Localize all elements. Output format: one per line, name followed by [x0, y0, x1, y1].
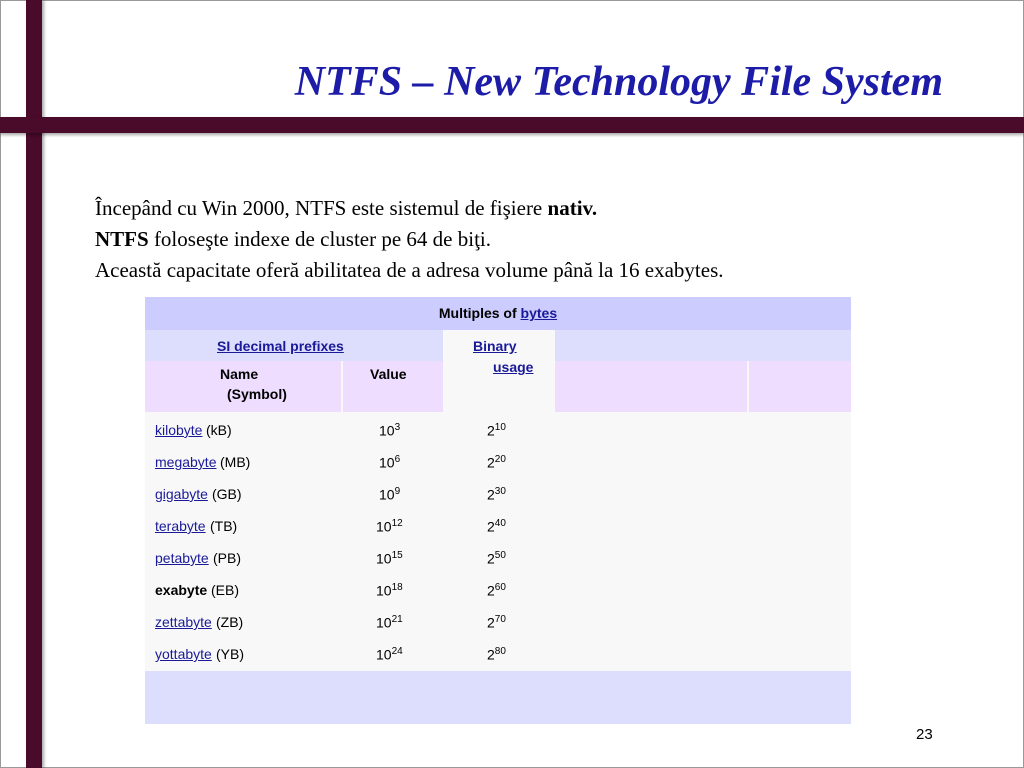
si-value — [379, 454, 400, 471]
unit-name-link[interactable]: kilobyte — [155, 422, 203, 438]
binary-exponent: 70 — [494, 614, 506, 625]
unit-symbol: (ZB) — [216, 614, 244, 630]
binary-value — [487, 614, 506, 631]
binary-exponent: 30 — [494, 486, 506, 497]
multiples-table — [145, 297, 851, 724]
si-base: 10 — [379, 454, 395, 471]
column-symbol-label: (Symbol) — [227, 386, 287, 402]
si-base: 10 — [379, 422, 395, 439]
binary-exponent: 50 — [494, 550, 506, 561]
body-line-2-text: foloseşte indexe de cluster pe 64 de biţi. — [148, 227, 492, 251]
frame-horizontal-bar — [0, 117, 1024, 133]
unit-symbol: (kB) — [206, 422, 232, 438]
unit-symbol: (EB) — [211, 582, 239, 598]
column-divider-right — [747, 361, 749, 412]
binary-base: 2 — [487, 486, 495, 503]
si-value — [379, 422, 400, 439]
si-exponent: 6 — [394, 454, 401, 465]
binary-base: 2 — [487, 422, 495, 439]
si-value — [379, 486, 400, 503]
binary-usage-link-line1[interactable]: Binary — [473, 338, 517, 354]
unit-name-link[interactable]: yottabyte — [155, 646, 212, 662]
si-base: 10 — [376, 646, 392, 663]
table-row — [145, 511, 851, 543]
binary-base: 2 — [487, 454, 495, 471]
table-row — [145, 639, 851, 671]
table-header-row — [145, 297, 851, 330]
si-exponent: 18 — [391, 582, 403, 593]
si-base: 10 — [379, 486, 395, 503]
table-row — [145, 607, 851, 639]
unit-symbol: (YB) — [216, 646, 244, 662]
binary-value — [487, 486, 506, 503]
unit-name-link[interactable]: terabyte — [155, 518, 206, 534]
frame-vertical-bar — [26, 0, 42, 768]
si-exponent: 21 — [391, 614, 403, 625]
table-row — [145, 415, 851, 447]
body-line-1-bold: nativ. — [547, 196, 598, 220]
table-header-text: Multiples of — [438, 305, 521, 321]
binary-value — [487, 582, 506, 599]
unit-symbol: (MB) — [220, 454, 251, 470]
si-exponent: 9 — [394, 486, 401, 497]
unit-name-link[interactable]: gigabyte — [155, 486, 208, 502]
body-line-2-bold: NTFS — [95, 227, 149, 251]
table-row — [145, 543, 851, 575]
table-subheader-row — [145, 330, 851, 361]
binary-base: 2 — [487, 550, 495, 567]
si-exponent: 24 — [391, 646, 403, 657]
binary-base: 2 — [487, 614, 495, 631]
binary-base: 2 — [487, 582, 495, 599]
binary-exponent: 80 — [494, 646, 506, 657]
slide-title: NTFS – New Technology File System — [294, 59, 943, 105]
body-line-3 — [95, 255, 724, 286]
si-value — [376, 518, 403, 535]
si-exponent: 15 — [391, 550, 403, 561]
si-value — [376, 646, 403, 663]
page-number: 23 — [916, 726, 933, 743]
si-value — [376, 550, 403, 567]
column-name-label: Name — [220, 366, 259, 382]
column-divider — [341, 361, 343, 412]
unit-name-link[interactable]: petabyte — [155, 550, 209, 566]
table-row — [145, 575, 851, 607]
si-value — [376, 614, 403, 631]
unit-symbol: (GB) — [212, 486, 242, 502]
bytes-link[interactable]: bytes — [520, 305, 558, 321]
si-base: 10 — [376, 550, 392, 567]
binary-exponent: 60 — [494, 582, 506, 593]
binary-value — [487, 422, 506, 439]
table-row — [145, 447, 851, 479]
si-base: 10 — [376, 518, 392, 535]
binary-exponent: 40 — [494, 518, 506, 529]
body-text — [95, 193, 724, 286]
binary-value — [487, 646, 506, 663]
body-line-1-text: Începând cu Win 2000, NTFS este sistemul de fişiere — [95, 196, 548, 220]
table-footer-row — [145, 671, 851, 724]
body-line-1 — [95, 193, 724, 224]
binary-value — [487, 454, 506, 471]
si-prefixes-link[interactable]: SI decimal prefixes — [217, 338, 344, 354]
binary-base: 2 — [487, 646, 495, 663]
si-value — [376, 582, 403, 599]
unit-name-link[interactable]: zettabyte — [155, 614, 212, 630]
binary-exponent: 10 — [494, 422, 506, 433]
binary-base: 2 — [487, 518, 495, 535]
table-row — [145, 479, 851, 511]
unit-name-link[interactable]: megabyte — [155, 454, 217, 470]
unit-symbol: (PB) — [213, 550, 241, 566]
binary-value — [487, 518, 506, 535]
column-value-label: Value — [370, 366, 407, 382]
body-line-3-text: Această capacitate oferă abilitatea de a adresa volume până la 16 exabytes. — [95, 258, 724, 282]
binary-usage-link-line2[interactable]: usage — [493, 359, 534, 375]
body-line-2 — [95, 224, 724, 255]
si-exponent: 12 — [391, 518, 403, 529]
unit-symbol: (TB) — [210, 518, 238, 534]
binary-exponent: 20 — [494, 454, 506, 465]
si-exponent: 3 — [394, 422, 401, 433]
unit-name: exabyte — [155, 582, 208, 598]
si-base: 10 — [376, 582, 392, 599]
si-base: 10 — [376, 614, 392, 631]
binary-value — [487, 550, 506, 567]
